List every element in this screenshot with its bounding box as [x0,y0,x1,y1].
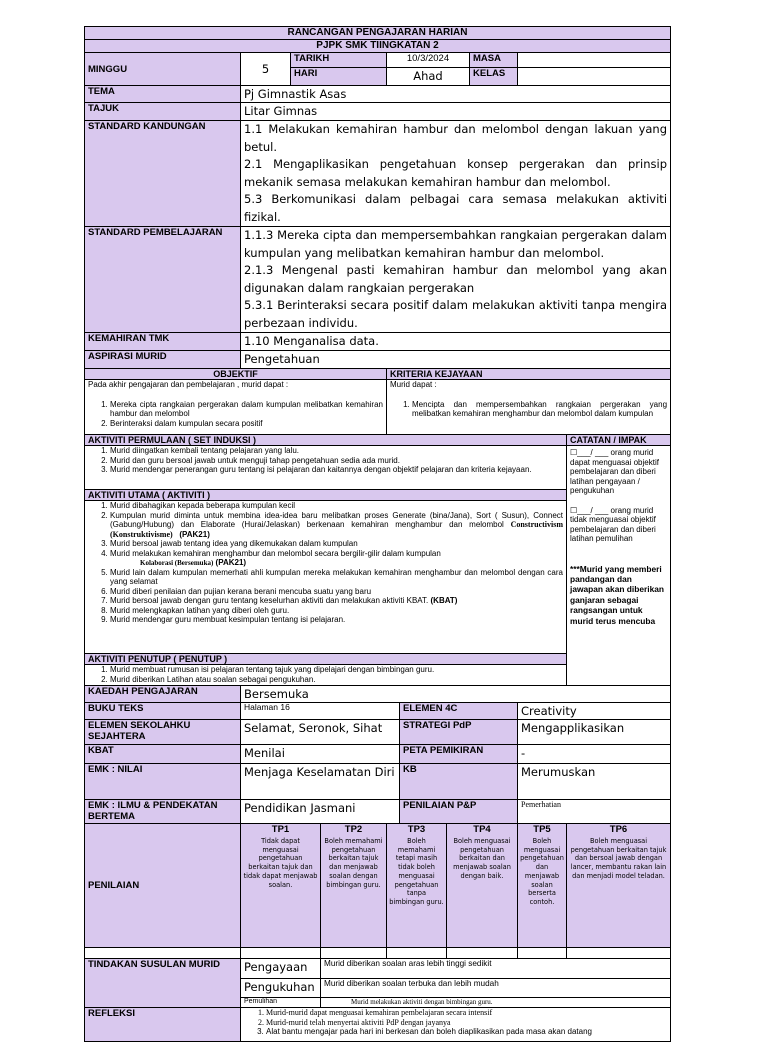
tp-name: TP1 [271,824,290,835]
sk-line: 2.1 Mengaplikasikan pengetahuan konsep pergerakan dan prinsip mekanik semasa melakukan kemahiran hambur dan melombol. [244,157,668,189]
kemahiran-tmk-label: KEMAHIRAN TMK [85,333,241,351]
aktiviti-item: 5. Murid lain dalam kumpulan memerhati ahli kumpulan mereka melakukan kemahiran menghambur dan melombol dengan cara yang selamat [110,568,563,587]
aktiviti-utama-content [85,501,567,654]
masa-label: MASA [470,53,518,68]
aktiviti-item: 1. Murid dibahagikan kepada beberapa kumpulan kecil [110,501,563,511]
catatan-content [567,446,671,686]
tarikh-value: 10/3/2024 [387,53,470,68]
catatan-note: ☐___/ ___ orang murid tidak menguasai objektif pembelajaran dan diberi latihan pemulihan [570,505,656,543]
tindakan-desc: Murid diberikan soalan aras lebih tinggi sedikit [321,959,671,979]
elemen-sekolahku-label: ELEMEN SEKOLAHKU SEJAHTERA [85,720,241,745]
kb-value: Merumuskan [518,764,671,800]
masa-value [518,53,671,68]
tajuk-value: Litar Gimnas [241,103,671,121]
tindakan-type: Pengayaan [241,959,321,979]
refleksi-item: 3. Alat bantu mengajar pada hari ini berkesan dan boleh diaplikasikan pada masa akan datang [266,1027,667,1037]
spacer-cell [321,948,387,959]
tp-name: TP4 [473,824,491,835]
tp-name: TP3 [407,824,426,835]
penilaian-label: PENILAIAN [85,824,241,948]
kb-label: KB [400,764,518,800]
kriteria-intro: Murid dapat : [390,380,437,389]
kriteria-item: 1. Mencipta dan mempersembahkan rangkaian pergerakan yang melibatkan kemahiran menghambur dan melombol dalam kumpulan [412,400,667,419]
objektif-intro: Pada akhir pengajaran dan pembelajaran , murid dapat : [88,380,289,389]
minggu-value: 5 [241,53,291,86]
tp-desc: Boleh menguasai pengetahuan berkaitan tajuk dan bersoal jawab dengan lancer, membantu rakan lain dan menjadi model teladan. [570,837,667,880]
spacer-cell [518,948,567,959]
penutup-item: 2. Murid diberikan Latihan atau soalan sebagai pengukuhan. [110,675,563,685]
kbat-value: Menilai [241,745,400,764]
tp4-cell [447,824,518,948]
catatan-note: ☐___/ ___ orang murid dapat menguasai objektif pembelajaran dan diberi latihan pengayaan / pengukuhan [570,448,659,495]
refleksi-label: REFLEKSI [85,1008,241,1042]
objektif-item: 1. Mereka cipta rangkaian pergerakan dalam kumpulan melibatkan kemahiran hambur dan melombol [110,400,383,419]
tp6-cell [567,824,671,948]
spacer-cell [567,948,671,959]
aktiviti-item: 2. Kumpulan murid diminta untuk membina idea-idea baru melibatkan proses Generate (bina/Jana), Sort ( Susun), Connect (Gabung/Hubung) dan Elaborate (Hurai/Jelaskan) berkenaan kemahiran menghambur dan melombol Constructivism (Konstruktivisme) (PAK21) [110,511,563,540]
kelas-value [518,68,671,86]
hari-label: HARI [291,68,387,86]
emk-nilai-label: EMK : NILAI [85,764,241,800]
aktiviti-utama-label: AKTIVITI UTAMA ( AKTIVITI ) [85,490,567,501]
peta-value: - [518,745,671,764]
objektif-label: OBJEKTIF [85,369,387,380]
page-title: RANCANGAN PENGAJARAN HARIAN [85,27,671,40]
tp1-cell [241,824,321,948]
refleksi-item: 2. Murid-murid telah menyertai aktiviti PdP dengan jayanya [266,1018,667,1028]
spacer-cell [241,948,321,959]
standard-kandungan-label: STANDARD KANDUNGAN [85,121,241,227]
standard-kandungan-text [241,121,671,227]
kbat-label: KBAT [85,745,241,764]
aktiviti-item: 7. Murid bersoal jawab dengan guru tentang keselurhan aktiviti dan melakukan aktiviti KBAT. (KBAT) [110,596,563,606]
tp3-cell [387,824,447,948]
aktiviti-item: 8. Murid melengkapkan latihan yang diberi oleh guru. [110,606,563,616]
tp-name: TP2 [344,824,363,835]
tp-desc: Boleh menguasai pengetahuan dan menjawab soalan berserta contoh. [520,837,564,906]
kriteria-label: KRITERIA KEJAYAAN [387,369,671,380]
aspirasi-murid-label: ASPIRASI MURID [85,351,241,369]
tp-name: TP5 [533,824,551,835]
aktiviti-item: 4. Murid melakukan kemahiran menghambur dan melombol secara bergilir-gilir dalam kumpulan Kolaborasi (Bersemuka) (PAK21) [110,549,563,568]
penutup-label: AKTIVITI PENUTUP ( PENUTUP ) [85,654,567,665]
aktiviti-item: 9. Murid mendengar guru membuat kesimpulan tentang isi pelajaran. [110,615,563,625]
set-induksi-item: 2. Murid dan guru bersoal jawab untuk menguji tahap pengetahuan sedia ada murid. [110,456,563,466]
lesson-plan-table [84,26,671,1042]
objektif-content [85,380,387,435]
tp5-cell [518,824,567,948]
penilaian-pnp-value: Pemerhatian [518,800,671,824]
tindakan-type: Pemulihan [241,998,321,1008]
tema-value: Pj Gimnastik Asas [241,86,671,103]
tarikh-label: TARIKH [291,53,387,68]
penilaian-pnp-label: PENILAIAN P&P [400,800,518,824]
kaedah-label: KAEDAH PENGAJARAN [85,686,241,703]
catatan-label: CATATAN / IMPAK [567,435,671,446]
tindakan-label: TINDAKAN SUSULAN MURID [85,959,241,1008]
emk-ilmu-label: EMK : ILMU & PENDEKATAN BERTEMA [85,800,241,824]
strategi-value: Mengapplikasikan [518,720,671,745]
tajuk-label: TAJUK [85,103,241,121]
aspirasi-murid-value: Pengetahuan [241,351,671,369]
tindakan-desc: Murid melakukan aktiviti dengan bimbingan guru. [321,998,671,1008]
objektif-item: 2. Berinteraksi dalam kumpulan secara positif [110,419,383,429]
tp-desc: Tidak dapat menguasai pengetahuan berkaitan tajuk dan tidak dapat menjawab soalan. [243,837,318,889]
tp-desc: Boleh memahami tetapi masih tidak boleh menguasai pengetahuan tanpa bimbingan guru. [389,837,444,906]
standard-pembelajaran-label: STANDARD PEMBELAJARAN [85,227,241,333]
page-subtitle: PJPK SMK TIINGKATAN 2 [85,40,671,53]
buku-teks-label: BUKU TEKS [85,703,241,720]
refleksi-content [241,1008,671,1042]
spacer-cell [447,948,518,959]
sp-line: 2.1.3 Mengenal pasti kemahiran hambur dan melombol yang akan digunakan dalam rangkaian pergerakan [244,263,668,295]
tp-desc: Boleh memahami pengetahuan berkaitan tajuk dan menjawab soalan dengan bimbingan guru. [324,837,383,889]
tindakan-type: Pengukuhan [241,979,321,998]
tp2-cell [321,824,387,948]
hari-value: Ahad [387,68,470,86]
emk-nilai-value: Menjaga Keselamatan Diri [241,764,400,800]
standard-pembelajaran-text [241,227,671,333]
peta-label: PETA PEMIKIRAN [400,745,518,764]
aktiviti-item: 6. Murid diberi penilaian dan pujian kerana berani mencuba suatu yang baru [110,587,563,597]
catatan-reward-note: ***Murid yang memberi pandangan dan jawapan akan diberikan ganjaran sebagai rangsangan untuk murid terus mencuba [570,563,665,626]
spacer-cell [85,948,241,959]
sk-line: 5.3 Berkomunikasi dalam pelbagai cara semasa melakukan aktiviti fizikal. [244,192,668,224]
emk-ilmu-value: Pendidikan Jasmani [241,800,400,824]
spacer-cell [387,948,447,959]
sk-line: 1.1 Melakukan kemahiran hambur dan melombol dengan lakuan yang betul. [244,122,668,154]
penutup-content [85,665,567,686]
penutup-item: 1. Murid membuat rumusan isi pelajaran tentang tajuk yang dipelajari dengan bimbingan guru. [110,665,563,675]
set-induksi-content [85,446,567,490]
refleksi-item: 1. Murid-murid dapat menguasai kemahiran pembelajaran secara intensif [266,1008,667,1018]
kelas-label: KELAS [470,68,518,86]
sp-line: 1.1.3 Mereka cipta dan mempersembahkan rangkaian pergerakan dalam kumpulan yang melibatkan kemahiran hambur dan melombol. [244,228,668,260]
elemen-4c-label: ELEMEN 4C [400,703,518,720]
tema-label: TEMA [85,86,241,103]
kriteria-content [387,380,671,435]
tindakan-desc: Murid diberikan soalan terbuka dan lebih mudah [321,979,671,998]
strategi-label: STRATEGI PdP [400,720,518,745]
elemen-4c-value: Creativity [518,703,671,720]
elemen-sekolahku-value: Selamat, Seronok, Sihat [241,720,400,745]
set-induksi-label: AKTIVITI PERMULAAN ( SET INDUKSI ) [85,435,567,446]
aktiviti-item: 3. Murid bersoal jawab tentang idea yang dikemukakan dalam kumpulan [110,539,563,549]
tp-desc: Boleh menguasai pengetahuan berkaitan dan menjawab soalan dengan baik. [453,837,511,880]
kemahiran-tmk-value: 1.10 Menganalisa data. [241,333,671,351]
buku-teks-value: Halaman 16 [241,703,400,720]
sp-line: 5.3.1 Berinteraksi secara positif dalam melakukan aktiviti tanpa mengira perbezaan individu. [244,298,668,330]
kaedah-value: Bersemuka [241,686,671,703]
set-induksi-item: 3. Murid mendengar penerangan guru tentang isi pelajaran dan kaitannya dengan objektif pelajaran dan kriteria kejayaan. [110,465,563,475]
tp-name: TP6 [609,824,628,835]
set-induksi-item: 1. Murid diingatkan kembali tentang pelajaran yang lalu. [110,446,563,456]
minggu-label: MINGGU [85,53,241,86]
